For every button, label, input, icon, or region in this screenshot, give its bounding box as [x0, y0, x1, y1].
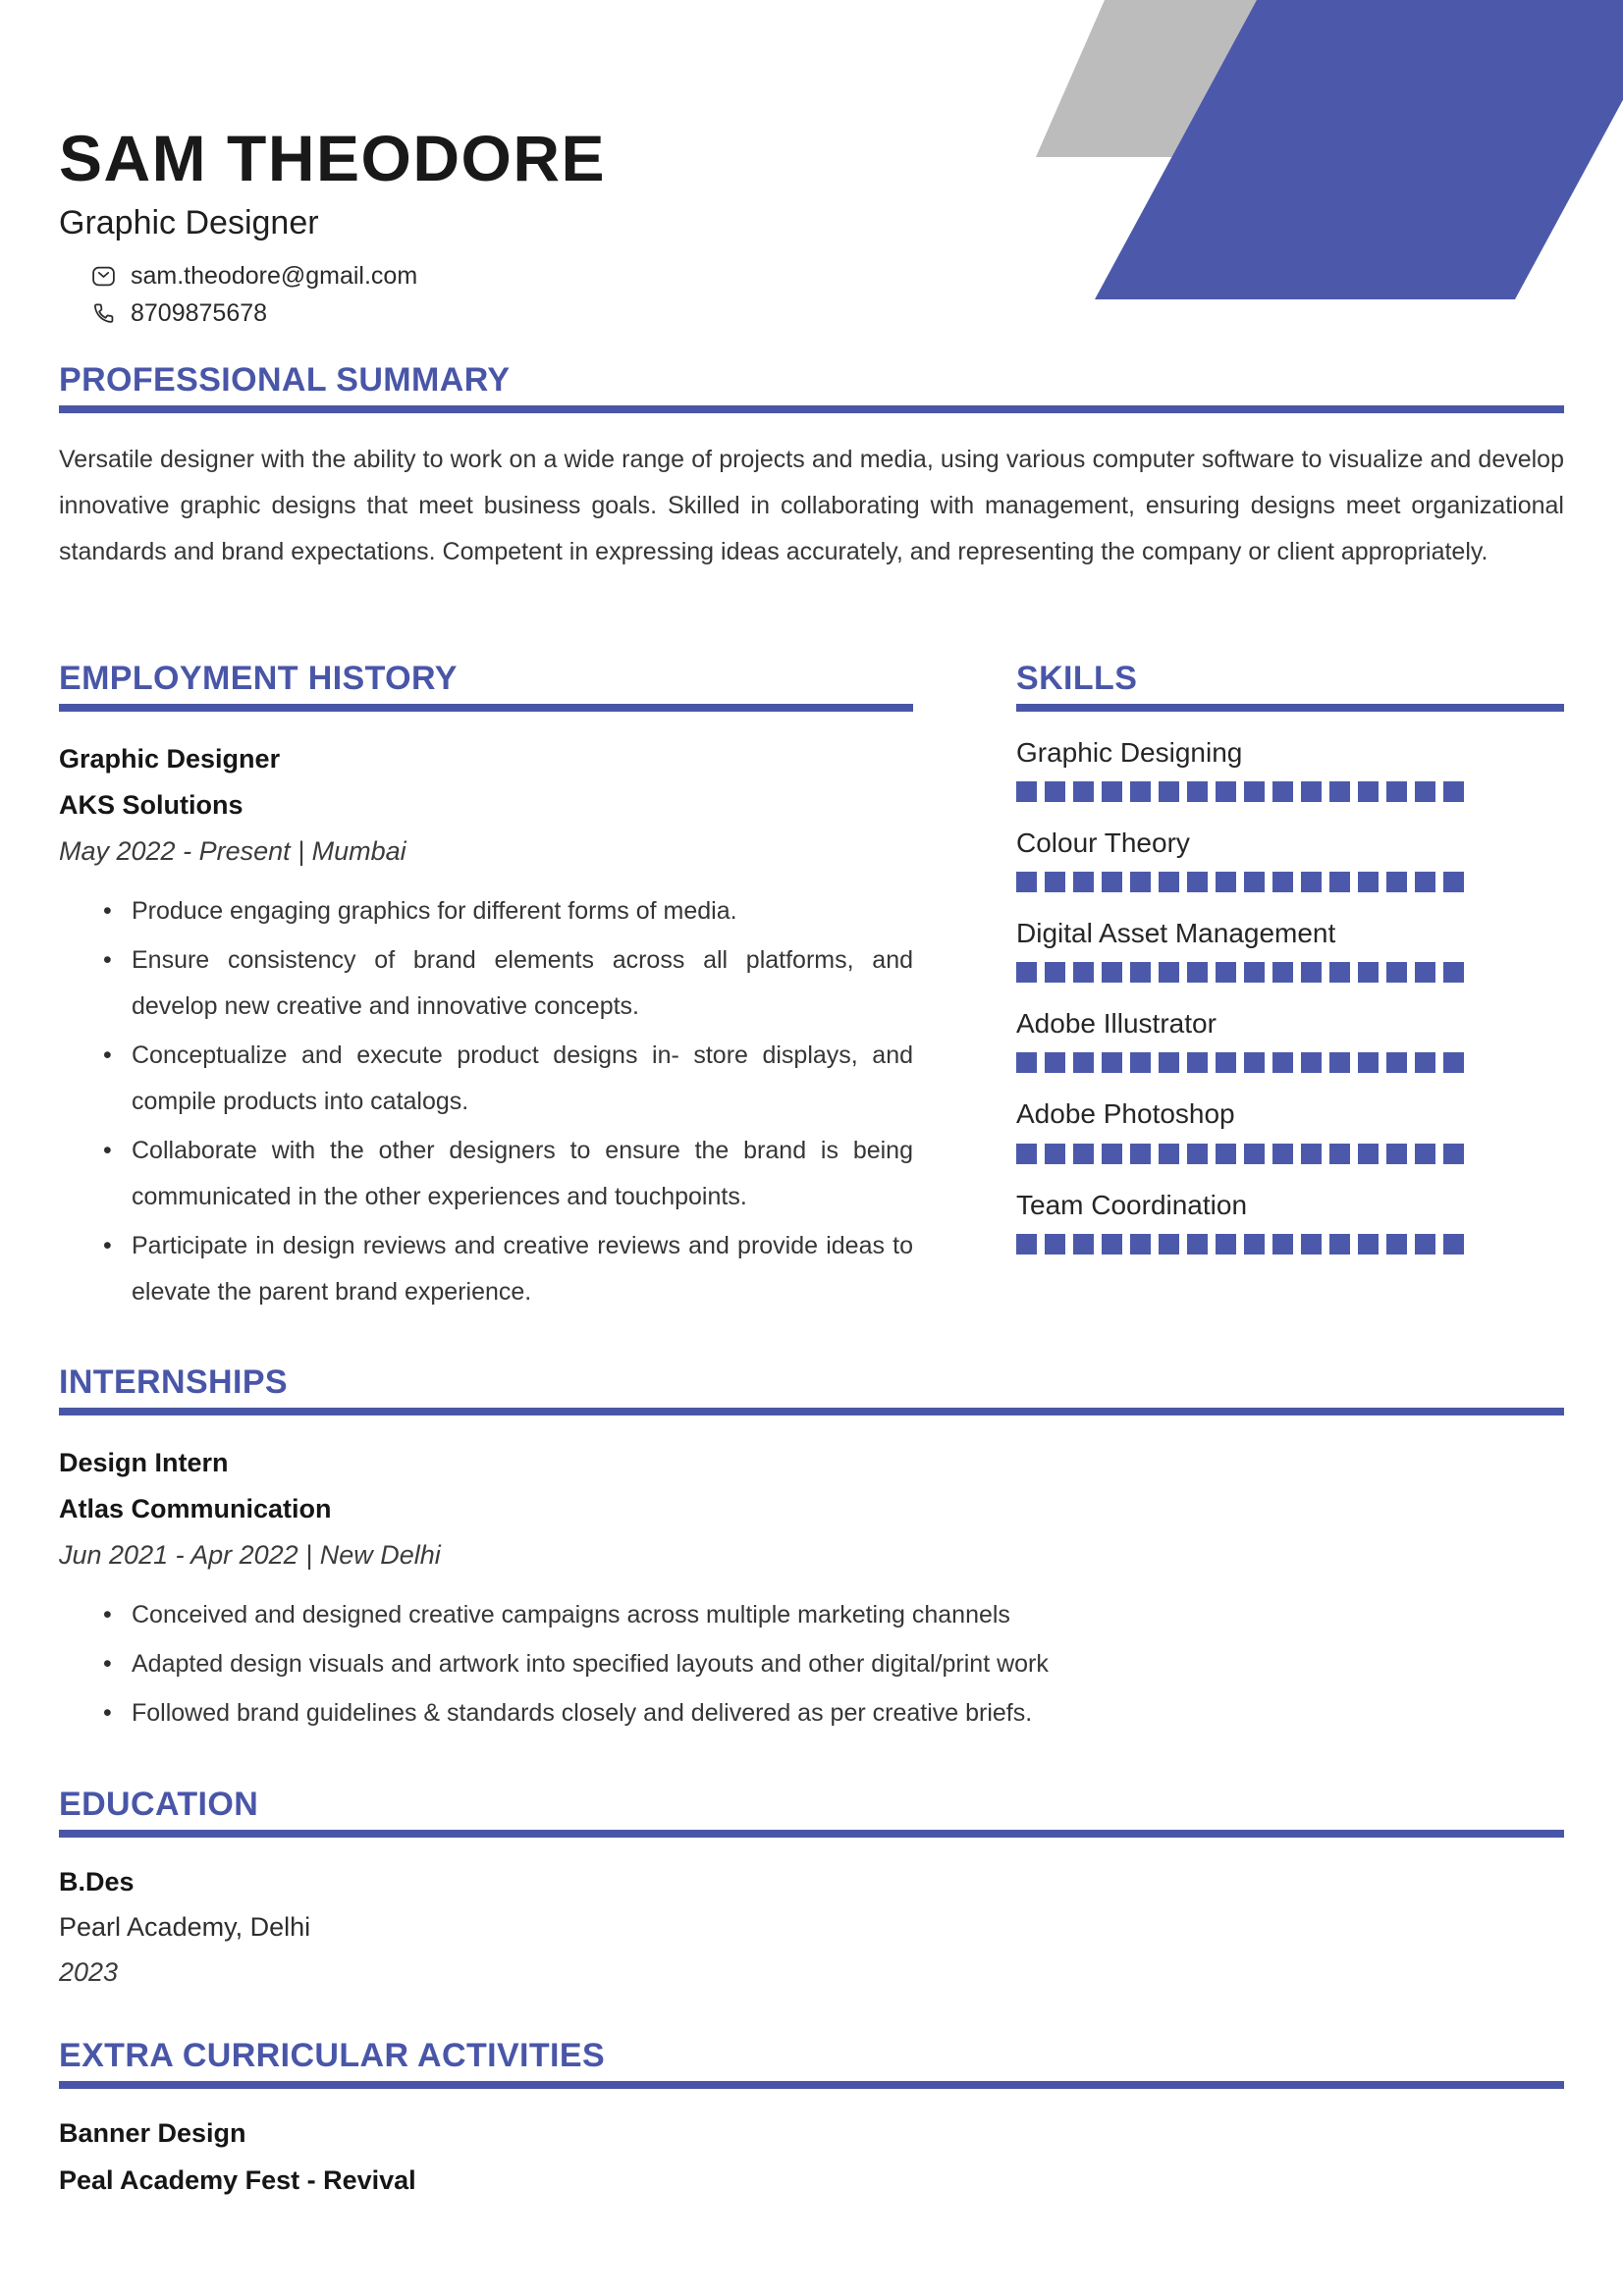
skills-heading: SKILLS [1016, 659, 1138, 697]
bullet-item: • Collaborate with the other designers to ensure the brand is being communicated in the other experiences and touchpoints. [103, 1128, 913, 1220]
skill-level-square [1216, 872, 1236, 892]
skill-level-square [1102, 1052, 1122, 1073]
employment-rule [59, 704, 913, 712]
employment-company: AKS Solutions [59, 789, 243, 820]
section-employment-history [59, 659, 913, 1318]
education-year: 2023 [59, 1957, 119, 1988]
skill-level-square [1045, 872, 1065, 892]
skill-level-square [1216, 1234, 1236, 1255]
skill-level-square [1130, 872, 1151, 892]
skill-level-square [1045, 1052, 1065, 1073]
skill-level-square [1272, 781, 1293, 802]
internship-company: Atlas Communication [59, 1493, 332, 1523]
skill-level-square [1244, 781, 1265, 802]
skill-level-square [1443, 1234, 1464, 1255]
skill-level-square [1102, 781, 1122, 802]
skill-level-bar [1016, 781, 1564, 802]
candidate-title: Graphic Designer [59, 204, 319, 242]
skill-level-square [1016, 962, 1037, 983]
section-professional-summary [59, 360, 1564, 575]
skill-level-square [1130, 1052, 1151, 1073]
employment-bullet-list [59, 888, 913, 1315]
skill-level-square [1329, 1052, 1350, 1073]
skill-level-square [1187, 1234, 1208, 1255]
skill-item [1016, 1098, 1564, 1163]
skill-level-square [1329, 1234, 1350, 1255]
skill-level-square [1073, 1144, 1094, 1164]
two-column-area [59, 659, 1564, 1318]
email-text: sam.theodore@gmail.com [131, 261, 418, 290]
skill-level-square [1073, 1052, 1094, 1073]
skill-level-square [1272, 872, 1293, 892]
skill-level-square [1443, 781, 1464, 802]
skill-level-square [1329, 872, 1350, 892]
skill-level-square [1415, 781, 1435, 802]
skill-label: Team Coordination [1016, 1189, 1248, 1220]
skill-level-square [1358, 1144, 1379, 1164]
skill-level-square [1159, 1144, 1179, 1164]
skill-level-square [1045, 781, 1065, 802]
skill-level-square [1244, 1234, 1265, 1255]
skill-label: Colour Theory [1016, 827, 1190, 858]
skill-item [1016, 1008, 1564, 1073]
candidate-name: SAM THEODORE [59, 122, 607, 194]
skill-level-square [1130, 1234, 1151, 1255]
skill-level-square [1130, 962, 1151, 983]
internships-rule [59, 1408, 1564, 1415]
education-school: Pearl Academy, Delhi [59, 1912, 311, 1943]
skill-level-square [1443, 1144, 1464, 1164]
skill-level-square [1329, 962, 1350, 983]
skills-list [1016, 737, 1564, 1255]
bullet-item: • Conceptualize and execute product designs in- store displays, and compile products into catalogs. [103, 1033, 913, 1125]
skill-label: Adobe Photoshop [1016, 1098, 1235, 1130]
skill-level-square [1415, 962, 1435, 983]
skill-level-square [1102, 1234, 1122, 1255]
skill-level-square [1301, 1144, 1322, 1164]
skills-rule [1016, 704, 1564, 712]
internships-heading: INTERNSHIPS [59, 1362, 288, 1401]
skill-label: Graphic Designing [1016, 736, 1243, 768]
skill-level-square [1244, 1144, 1265, 1164]
employment-dates-location: May 2022 - Present | Mumbai [59, 835, 406, 866]
skill-level-square [1415, 1144, 1435, 1164]
summary-heading: PROFESSIONAL SUMMARY [59, 360, 511, 399]
skill-level-square [1301, 1234, 1322, 1255]
skill-level-square [1045, 962, 1065, 983]
skill-level-square [1016, 1144, 1037, 1164]
skill-level-square [1301, 781, 1322, 802]
skill-level-square [1386, 962, 1407, 983]
skill-level-bar [1016, 1234, 1564, 1255]
skill-level-square [1102, 872, 1122, 892]
skill-level-square [1386, 1144, 1407, 1164]
extra-heading: EXTRA CURRICULAR ACTIVITIES [59, 2037, 606, 2075]
skill-label: Digital Asset Management [1016, 918, 1336, 949]
skill-level-square [1016, 1052, 1037, 1073]
skill-level-square [1187, 1144, 1208, 1164]
skill-level-square [1073, 1234, 1094, 1255]
internship-dates-location: Jun 2021 - Apr 2022 | New Delhi [59, 1539, 441, 1570]
skill-item [1016, 737, 1564, 802]
education-heading: EDUCATION [59, 1785, 259, 1823]
email-row [90, 262, 1564, 291]
skill-level-square [1073, 962, 1094, 983]
section-extra-curricular [59, 2039, 1564, 2196]
skill-level-square [1358, 781, 1379, 802]
skill-level-square [1272, 1234, 1293, 1255]
employment-job-title: Graphic Designer [59, 743, 281, 774]
skill-item [1016, 828, 1564, 892]
skill-level-square [1216, 1144, 1236, 1164]
skill-item [1016, 1190, 1564, 1255]
skill-level-square [1159, 1234, 1179, 1255]
skill-level-bar [1016, 1144, 1564, 1164]
skill-level-square [1073, 781, 1094, 802]
skill-level-square [1386, 1052, 1407, 1073]
bullet-item: • Adapted design visuals and artwork into specified layouts and other digital/print work [103, 1641, 1564, 1687]
skill-level-square [1358, 1052, 1379, 1073]
mail-icon [90, 263, 117, 290]
skill-level-square [1329, 1144, 1350, 1164]
skill-level-square [1386, 872, 1407, 892]
contact-block [59, 262, 1564, 328]
section-internships [59, 1362, 1564, 1736]
skill-level-square [1329, 781, 1350, 802]
skill-level-square [1358, 872, 1379, 892]
skill-level-square [1102, 1144, 1122, 1164]
skill-level-square [1415, 1052, 1435, 1073]
section-education [59, 1785, 1564, 1988]
skill-level-square [1443, 962, 1464, 983]
education-degree: B.Des [59, 1866, 135, 1896]
skill-level-square [1045, 1144, 1065, 1164]
skill-level-square [1016, 1234, 1037, 1255]
skill-level-square [1073, 872, 1094, 892]
skill-level-square [1415, 1234, 1435, 1255]
skill-level-square [1443, 1052, 1464, 1073]
skill-level-square [1187, 781, 1208, 802]
skill-level-square [1187, 872, 1208, 892]
phone-text: 8709875678 [131, 298, 268, 327]
resume-header [59, 0, 1564, 328]
skill-level-square [1159, 962, 1179, 983]
skill-level-square [1045, 1234, 1065, 1255]
bullet-item: • Participate in design reviews and creative reviews and provide ideas to elevate the parent brand experience. [103, 1223, 913, 1315]
skill-level-square [1244, 1052, 1265, 1073]
bullet-item: • Followed brand guidelines & standards closely and delivered as per creative briefs. [103, 1690, 1564, 1736]
skill-level-square [1272, 1052, 1293, 1073]
skill-level-square [1159, 781, 1179, 802]
skill-level-square [1216, 962, 1236, 983]
phone-row [90, 299, 1564, 328]
skill-level-square [1358, 1234, 1379, 1255]
skill-level-square [1216, 1052, 1236, 1073]
extra-rule [59, 2081, 1564, 2089]
skill-level-square [1130, 781, 1151, 802]
skill-level-square [1159, 1052, 1179, 1073]
skill-level-bar [1016, 872, 1564, 892]
skill-level-square [1130, 1144, 1151, 1164]
skill-item [1016, 918, 1564, 983]
skill-level-square [1102, 962, 1122, 983]
section-skills [1016, 659, 1564, 1255]
skill-level-square [1159, 872, 1179, 892]
skill-label: Adobe Illustrator [1016, 1008, 1217, 1040]
bullet-item: • Conceived and designed creative campaigns across multiple marketing channels [103, 1592, 1564, 1638]
internship-bullet-list [59, 1592, 1564, 1736]
skill-level-square [1301, 962, 1322, 983]
skill-level-square [1272, 1144, 1293, 1164]
skill-level-square [1443, 872, 1464, 892]
skill-level-square [1016, 781, 1037, 802]
skill-level-square [1016, 872, 1037, 892]
education-rule [59, 1830, 1564, 1838]
skill-level-square [1272, 962, 1293, 983]
internship-job-title: Design Intern [59, 1447, 229, 1477]
extra-activity-event: Peal Academy Fest - Revival [59, 2165, 416, 2196]
phone-icon [90, 300, 117, 327]
skill-level-square [1301, 872, 1322, 892]
skill-level-bar [1016, 962, 1564, 983]
summary-rule [59, 405, 1564, 413]
skill-level-square [1187, 1052, 1208, 1073]
skill-level-square [1244, 962, 1265, 983]
skill-level-square [1415, 872, 1435, 892]
skill-level-square [1301, 1052, 1322, 1073]
skill-level-square [1386, 1234, 1407, 1255]
skill-level-bar [1016, 1052, 1564, 1073]
skill-level-square [1386, 781, 1407, 802]
skill-level-square [1358, 962, 1379, 983]
skill-level-square [1187, 962, 1208, 983]
summary-text: Versatile designer with the ability to work on a wide range of projects and media, using various computer software to visualize and develop innovative graphic designs that meet business goals. Skilled in collaborating with management, ensuring designs meet organizational standards and brand expectations. Competent in expressing ideas accurately, and representing the company or client appropriately. [59, 445, 1564, 565]
employment-heading: EMPLOYMENT HISTORY [59, 659, 458, 697]
bullet-item: • Ensure consistency of brand elements across all platforms, and develop new creative and innovative concepts. [103, 937, 913, 1030]
bullet-item: • Produce engaging graphics for different forms of media. [103, 888, 913, 934]
skill-level-square [1216, 781, 1236, 802]
skill-level-square [1244, 872, 1265, 892]
extra-activity-title: Banner Design [59, 2118, 246, 2149]
